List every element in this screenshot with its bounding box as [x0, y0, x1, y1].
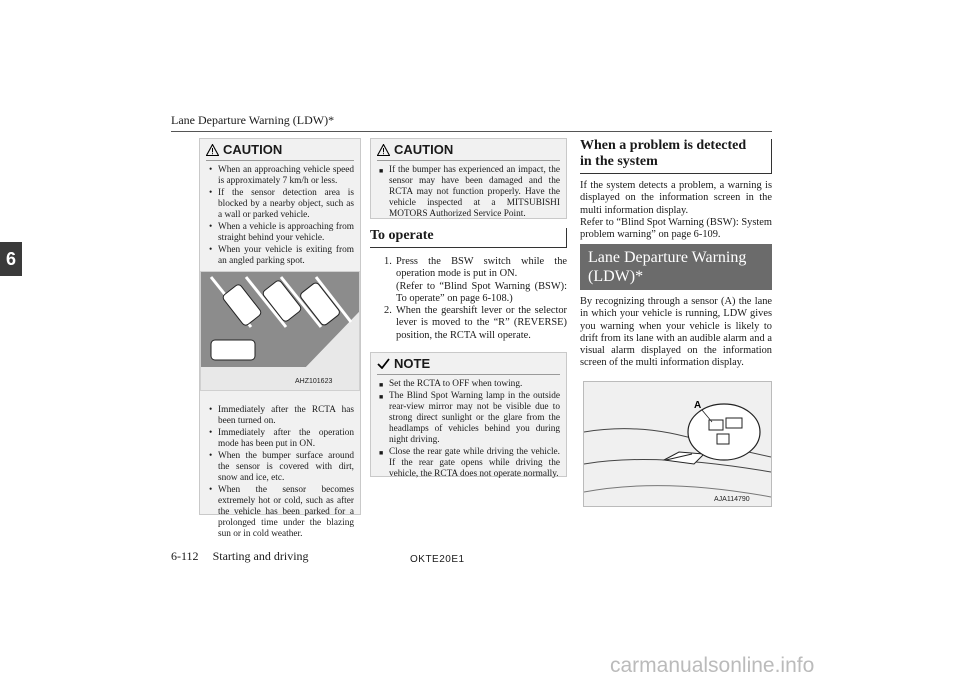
- check-icon: [377, 358, 390, 369]
- sensor-callout-label: A: [694, 400, 702, 411]
- section-rule: [580, 173, 772, 174]
- warning-icon: [377, 144, 390, 156]
- section-heading-problem: When a problem is detected in the system: [580, 138, 747, 169]
- warning-icon: [206, 144, 219, 156]
- caution-list: [371, 165, 566, 220]
- ldw-paragraph: By recognizing through a sensor (A) the lane in which your vehicle is running, LDW gives you warning when your vehicle is likely to drift from its lane with an audible alarm and a visual alarm displayed on the information screen of the multi information display.: [580, 296, 772, 369]
- step-text: When the gearshift lever or the selector lever is moved to the “R” (REVERSE) position, the RCTA will operate.: [396, 305, 567, 341]
- list-item: ■ If the bumper has experienced an impact, the sensor may have been damaged and the RCTA may not function properly. Have the vehicle inspected at a MITSUBISHI MOTORS Authorized Service Point.: [389, 165, 560, 220]
- footer-left: [171, 549, 309, 564]
- ldw-sensor-illustration: [583, 381, 772, 507]
- caution-title: CAUTION: [394, 142, 454, 157]
- parking-figure: [201, 272, 359, 390]
- step-number: 1.: [384, 256, 392, 267]
- list-item: • If the sensor detection area is blocked by a nearby object, such as a wall or parked vehicle.: [218, 188, 354, 221]
- list-item: • Immediately after the operation mode has been put in ON.: [218, 428, 354, 450]
- list-item: [384, 256, 567, 305]
- watermark: carmanualsonline.info: [610, 654, 815, 677]
- caution-title: CAUTION: [223, 142, 283, 157]
- ldw-heading: Lane Departure Warning (LDW)*: [588, 249, 747, 285]
- section-rule-tick: [566, 228, 567, 248]
- figure-code: AHZ101623: [295, 378, 333, 385]
- document-code: OKTE20E1: [410, 554, 465, 565]
- note-list: [371, 379, 566, 480]
- step-reference: (Refer to “Blind Spot Warning (BSW): To operate” on page 6-108.): [396, 280, 567, 304]
- section-rule: [370, 247, 567, 248]
- windshield-figure: [584, 382, 771, 506]
- problem-text: If the system detects a problem, a warning is displayed on the information screen in the multi information display.: [580, 180, 772, 216]
- list-item: • When a vehicle is approaching from straight behind your vehicle.: [218, 222, 354, 244]
- figure-code: AJA114790: [714, 496, 750, 503]
- section-heading-to-operate: To operate: [370, 228, 434, 243]
- step-number: 2.: [384, 305, 392, 317]
- list-item: ■ Close the rear gate while driving the vehicle. If the rear gate opens while driving the vehicle, the RCTA does not operate normally.: [389, 447, 560, 480]
- section-rule-tick: [771, 139, 772, 174]
- list-item: • When your vehicle is exiting from an angled parking spot.: [218, 245, 354, 267]
- list-item: • When the sensor becomes extremely hot or cold, such as after the vehicle has been parked for a prolonged time under the blazing sun or in cold weather.: [218, 485, 354, 540]
- running-header: Lane Departure Warning (LDW)*: [171, 113, 335, 127]
- list-item: [384, 305, 567, 342]
- page-number: 6-112: [171, 549, 199, 563]
- note-box: [370, 352, 567, 477]
- ldw-banner: [580, 244, 772, 290]
- problem-reference: Refer to “Blind Spot Warning (BSW): System problem warning” on page 6-109.: [580, 216, 772, 241]
- caution-box-middle: [370, 138, 567, 219]
- list-item: • When the bumper surface around the sensor is covered with dirt, snow and ice, etc.: [218, 451, 354, 484]
- problem-paragraph: [580, 180, 772, 241]
- caution-box-left: [199, 138, 361, 539]
- list-item: • Immediately after the RCTA has been turned on.: [218, 405, 354, 427]
- parking-illustration: [200, 271, 360, 391]
- chapter-tab: 6: [0, 242, 22, 276]
- list-item: ■ The Blind Spot Warning lamp in the outside rear-view mirror may not be visible due to strong direct sunlight or the glare from the headlamps of vehicles behind you during night driving.: [389, 391, 560, 446]
- note-title: NOTE: [394, 356, 431, 371]
- list-item: • When an approaching vehicle speed is approximately 7 km/h or less.: [218, 165, 354, 187]
- operate-steps: [384, 256, 567, 342]
- caution-list-top: [200, 165, 360, 267]
- header-rule: [171, 131, 772, 132]
- caution-list-bottom: [200, 405, 360, 541]
- footer-section: Starting and driving: [212, 549, 309, 563]
- list-item: ■ Set the RCTA to OFF when towing.: [389, 379, 560, 390]
- step-text: Press the BSW switch while the operation mode is put in ON.: [396, 256, 567, 280]
